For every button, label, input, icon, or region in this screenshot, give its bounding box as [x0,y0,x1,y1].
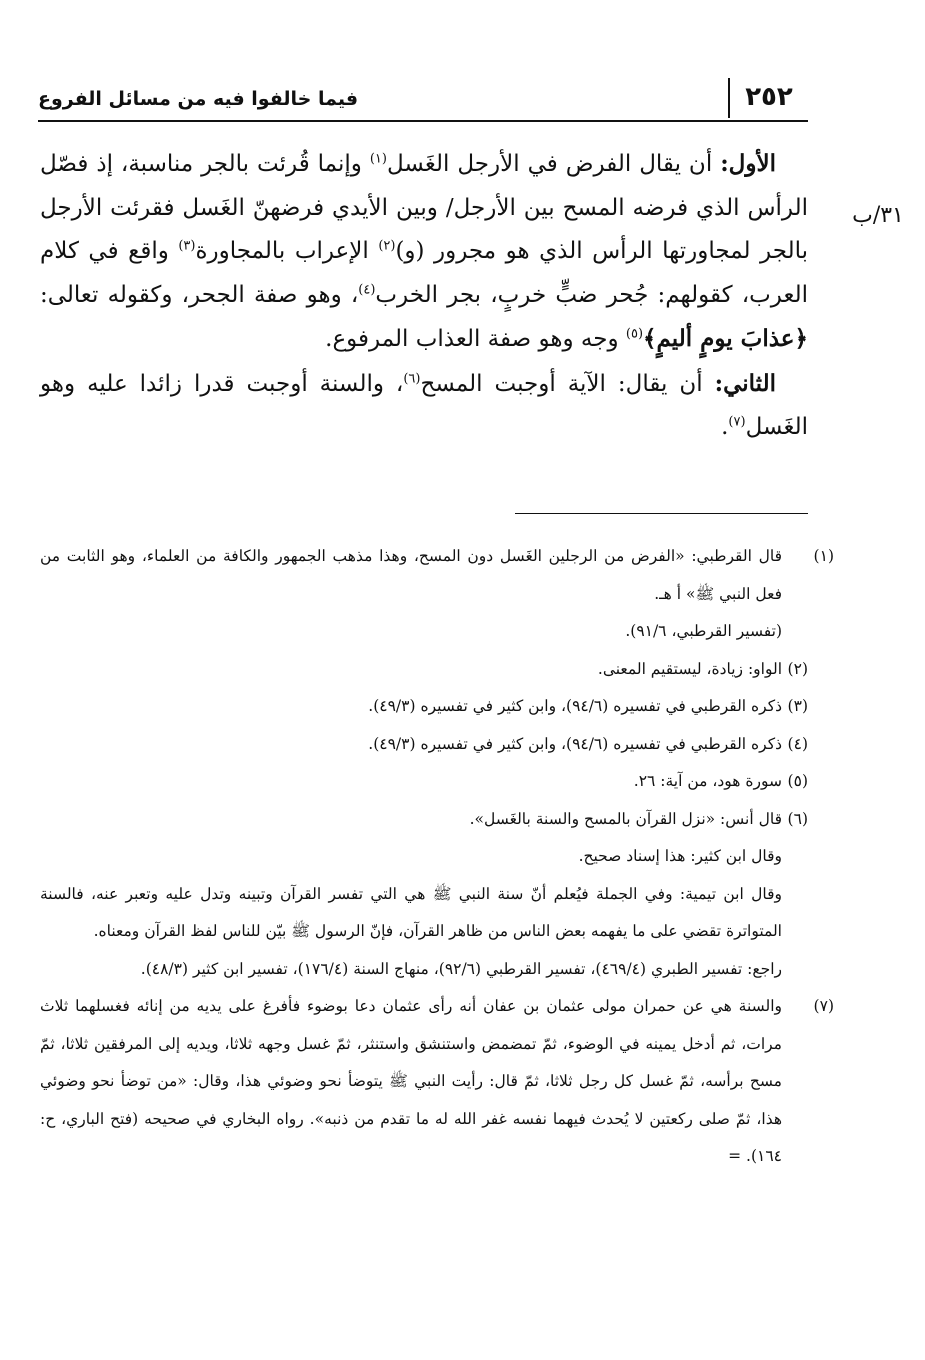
footnote-ref: (٢) [378,238,396,254]
footnote-6-references: راجع: تفسير الطبري (٤٦٩/٤)، تفسير القرطبي (٩٢/٦)، منهاج السنة (١٧٦/٤)، تفسير ابن كثير (٤٨/٣). [140,959,782,978]
main-text [40,142,808,450]
footnote-1: (١)قال القرطبي: «الفرض من الرجلين الغَسل دون المسح، وهذا مذهب الجمهور والكافة من العلماء، وهو الثابت من فعل النبي ﷺ» أ هـ. [40,547,834,603]
footnote-5: (٥)سورة هود، من آية: ٢٦. [633,772,808,790]
chapter-title: فيما خالفوا فيه من مسائل الفروع [38,88,359,110]
footnote-ref: (١) [369,151,387,167]
footnote-ref: (٤) [358,281,376,297]
footnote-7: (٧)والسنة هي عن حمران مولى عثمان بن عفان أنه رأى عثمان دعا بوضوء فأفرغ على يديه من إنائه فغسلهما ثلاث مرات، ثم أدخل يمينه في الوضوء، ثمّ تمضمض واستنشق واستنثر، ثمّ غسل وجهه ثلاثا، ويديه إلى المرفقين ثلاثا، ثمّ مسح برأسه، ثمّ غسل كل رجل ثلاثا، ثمّ قال: رأيت النبي ﷺ يتوضأ نحو وضوئي هذا، وقال: «من توضأ نحو وضوئي هذا، ثمّ صلى ركعتين لا يُحدث فيهما نفسه غفر الله له ما تقدم من ذنبه». رواه البخاري في صحيحه (فتح الباري، ح: ١٦٤). = [40,997,834,1165]
page-number: ٢٥٢ [728,78,808,118]
footnote-2: (٢)الواو: زيادة، ليستقيم المعنى. [597,659,808,678]
paragraph-first: الأول: أن يقال الفرض في الأرجل الغَسل$^{(١)}$ وإنما قُرئت بالجر مناسبة، إذ فصّل الرأس الذي فرضه المسح بين الأرجل/ وبين الأيدي فرضهنّ الغَسل فقرئت الأرجل بالجر لمجاورتها الرأس الذي هو مجرور (و)$^{(٢)}$ الإعراب بالمجاورة$^{(٣)}$ واقع في كلام العرب، كقولهم: جُحر ضبٍّ خربٍ، بجر الخرب$^{(٤)}$، وهو صفة الجحر، وكقوله تعالى: ﴿عذابَ يومٍ أليمٍ﴾$^{(٥)}$ وجه وهو صفة العذاب المرفوع. [40,150,809,352]
paragraph-second: الثاني: أن يقال: الآية أوجبت المسح$^{(٦)}$، والسنة أوجبت قدرا زائدا عليه وهو الغَسل$^{(٧)}$. [40,369,808,440]
manuscript-folio-marker: ٣١/ب [852,203,904,228]
footnote-ref: (٥) [625,326,644,342]
footnote-6-ibn-taymiyya: وقال ابن تيمية: وفي الجملة فيُعلم أنّ سنة النبي ﷺ هي التي تفسر القرآن وتبينه وتدل عليه وتعبر عنه، فالسنة المتواترة تقضي على ما يفهمه بعض الناس من ظاهر القرآن، فإنّ الرسول ﷺ بيّن للناس لفظ القرآن ومعناه. [40,884,782,940]
paragraph-lead: الأول: [720,150,777,177]
footnote-separator [515,513,808,514]
footnote-3: (٣)ذكره القرطبي في تفسيره (٩٤/٦)، وابن كثير في تفسيره (٤٩/٣). [368,697,808,715]
footnote-ref: (٦) [403,370,421,386]
footnote-6: (٦)قال أنس: «نزل القرآن بالمسح والسنة بالغَسل». [469,809,808,828]
running-header [38,78,808,122]
quran-verse: ﴿عذابَ يومٍ أليمٍ﴾ [643,325,808,352]
footnote-ref: (٣) [178,238,196,254]
footnotes [40,538,834,1176]
footnote-ref: (٧) [728,414,746,430]
footnote-6-ibn-kathir: وقال ابن كثير: هذا إسناد صحيح. [578,847,782,865]
footnote-1-source: (تفسير القرطبي، ٩١/٦). [625,622,782,640]
paragraph-lead: الثاني: [714,369,776,397]
footnote-4: (٤)ذكره القرطبي في تفسيره (٩٤/٦)، وابن كثير في تفسيره (٤٩/٣). [368,734,808,753]
